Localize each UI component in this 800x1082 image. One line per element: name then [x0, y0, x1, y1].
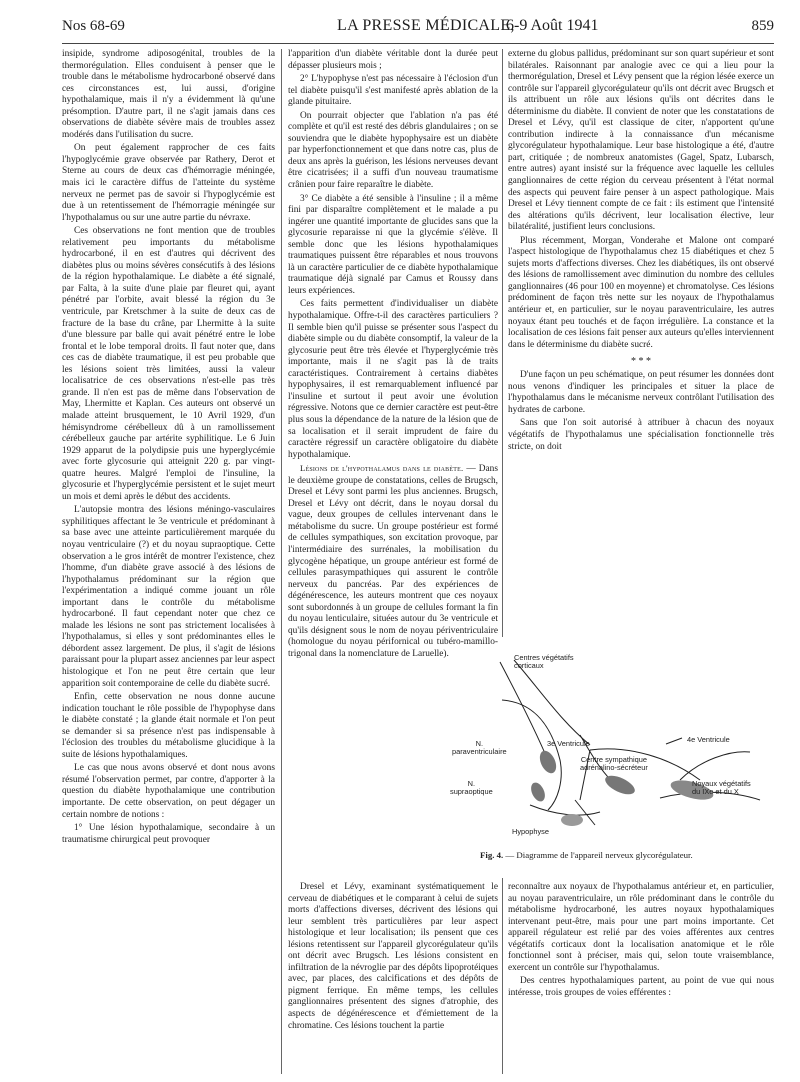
paragraph: l'apparition d'un diabète véritable dont la durée peut dépasser plusieurs mois ; — [288, 49, 498, 71]
paragraph: D'une façon un peu schématique, on peut résumer les données dont nous venons d'indiquer les principales et situer la place de l'hypothalamus dans le mécanisme nerveux contrôlant l'utilisation des hydrates de carbone. — [508, 370, 774, 415]
paragraph: On pourrait objecter que l'ablation n'a pas été complète et qu'il est resté des débris glandulaires ; on se souviendra que le diabète hypophysaire est un diabète par hyperfonctionnement et que dans notre cas, plus de deux ans après la guérison, les lésions nerveuses devant être cicatrisées; il a suffi d'un nouveau traumatisme crânien pour faire reparaître le diabète. — [288, 110, 498, 191]
section-text: — Dans le deuxième groupe de constatations, celles de Brugsch, Dresel et Lévy sont parmi les plus anciennes. Brugsch, Dresel et Lévy ont décrit, dans le noyau dorsal du vague, deux groupes de cellules intervenant dans le métabolisme du sucre. Un groupe postérieur est formé de cellules sympathiques, son excitation provoque, par l'intermédiaire des surrénales, la mobilisation du glycogène hépatique, un groupe antérieur est formé de cellules parasympathiques qui assurent le contrôle nerveux du pancréas. Par des expériences de dégénérescence, les auteurs montrent que ces noyaux sont subordonnés à un groupe de cellules formant la fin du noyau lenticulaire, situées autour du 3e ventricule et qu'ils désignent sous le nom de noyau périventriculaire (homologue du noyau périfornical ou tubéro-mamillo-trigonal dans la nomenclature de Laruelle). — [288, 464, 498, 659]
page-number: 859 — [751, 18, 774, 34]
label-fourth-ventricle: 4e Ventricule — [687, 735, 730, 744]
figure-number: Fig. 4. — [480, 850, 504, 860]
figure-caption-text: — Diagramme de l'appareil nerveux glycorégulateur. — [505, 850, 693, 860]
issue-date: 6-9 Août 1941 — [506, 17, 599, 34]
paragraph: Dresel et Lévy, examinant systématiquement le cerveau de diabétiques et le comparant à celui de sujets morts d'affections diverses, décrivent des lésions qui leur semblent très particulières par leur aspect histologique et leur localisation; ils pensent que ces lésions retentissent sur l'appareil glycorégulateur qu'ils ont décrit avec Brugsch. Les lésions consistent en infiltration de la névroglie par des dépôts lipoprotéiques avec, par places, des calcifications et des dépôts de pigment ferrique. En même temps, les cellules ganglionnaires présentent des signes d'atrophie, des aspects de dégénérescence et d'émiettement de la chromatine. Ces lésions touchent la partie — [288, 882, 498, 1031]
journal-title: LA PRESSE MÉDICALE, — [337, 17, 515, 34]
section-paragraph — [288, 463, 498, 660]
paragraph: Ces observations ne font mention que de troubles relativement peu importants du métabolisme hydrocarboné, il en est d'autres qui décrivent des diabètes plus ou moins sévères consécutifs à des lésions de la région hypothalamique. Le diabète a été signalé, par Falta, à la suite d'une plaie par fleuret qui, ayant pénétré par l'orbite, avait blessé la région du 3e ventricule, par Kretschmer à la suite de deux cas de fracture de la base du crâne, par Lhermitte à la suite d'une blessure par balle qui avait pénétré entre le lobe frontal et le lobe temporal droits. Il faut noter que, dans ces cas de diabète traumatique, il est peu probable que les lésions soient très limitées, aussi la valeur localisatrice de ces observations n'est-elle pas très grande. Il n'en est pas de même dans l'observation de May, Lhermitte et Kaplan. Ces auteurs ont observé un malade atteint brusquement, le 10 Avril 1929, d'un hémisyndrome cérébelleux dû à un ramollissement cérébelleux gauche par artérite syphilitique. Le 6 Juin 1929 apparut de la polydipsie puis une hyperglycémie avec forte glycosurie qui atteignit 220 g. par vingt-quatre heures. Malgré l'emploi de l'insuline, la glycosurie et l'hyperglycémie persistent et le sujet meurt un mois et demi après le début des accidents. — [62, 226, 275, 502]
column-3-after-separator — [508, 370, 774, 453]
label-sympathetic-center: Centre sympathique adrénalino-sécréteur — [580, 755, 648, 772]
column-2-paragraphs — [288, 49, 498, 461]
paragraph: externe du globus pallidus, prédominant sur son quart supérieur et sont bilatérales. Raisonnant par analogie avec ce qui a lieu pour la thermorégulation, Dresel et Lévy pensent que la région lésée exerce un contrôle sur l'appareil glycorégulateur qu'ils ont décrit avec Brugsch et ils attribuent un rôle aux lésions qu'ils ont décrites dans le déterminisme du diabète. Il convient de noter que les constatations de Dresel et Lévy, qu'il est classique de citer, n'apportent qu'une contribution indirecte à la connaissance d'un mécanisme glycorégulateur hypothalamique. Leur base histologique a été, d'autre part, critiquée ; de nombreux anatomistes (Gagel, Spatz, Lubarsch, entre autres) ayant insisté sur la fréquence avec laquelle les cellules ganglionnaires de cette région du cerveau présentent à l'état normal des aspects qui peuvent faire penser à un aspect pathologique. Mais Dresel et Lévy tiennent compte de ce fait : ils estiment que l'intensité des altérations qu'ils décrivent, leur localisation élective, leur bilatéralité, justifient leurs conclusions. — [508, 49, 774, 233]
paragraph: Ces faits permettent d'individualiser un diabète hypothalamique. Offre-t-il des caractères particuliers ? Il semble bien qu'il puisse se présenter sous l'aspect du diabète simple ou du diabète consomptif, la valeur de la glycosurie peut être très élevée et l'hyperglycémie très importante, mais il ne s'agit pas là de traits caractéristiques. Contrairement à certains diabètes hypophysaires, il est remarquablement influencé par l'insuline et surtout il peut avoir une évolution régressive. Notons que ce dernier caractère est peut-être plus sous la dépendance de la nature de la lésion que de sa localisation et il serait imprudent de faire du caractère régressif un caractère obligatoire du diabète hypothalamique. — [288, 299, 498, 460]
column-3-paragraphs — [508, 49, 774, 351]
paragraph: insipide, syndrome adiposogénital, troubles de la thermorégulation. Elles conduisent à penser que le trouble dans le métabolisme hydrocarboné observé dans ces circonstances est, lui aussi, d'origine hypothalamique, mais il n'y a évidemment là qu'une présomption. D'autre part, il ne s'agit jamais dans ces observations de diabète sévère mais de troubles assez modérés dans l'utilisation du sucre. — [62, 49, 275, 140]
label-supraoptic-nucleus: N. supraoptique — [450, 779, 493, 796]
column-3 — [508, 49, 774, 455]
column-1 — [62, 49, 275, 848]
column-divider-2-lower — [502, 878, 503, 1074]
column-divider-1 — [281, 49, 282, 1074]
paragraph: reconnaître aux noyaux de l'hypothalamus antérieur et, en particulier, au noyau paraventriculaire, un rôle prédominant dans le contrôle du métabolisme hydrocarboné, les autres noyaux hypothalamiques intervenant peut-être, mais pour une part moins importante. Cet appareil régulateur est relié par des voies afférentes aux centres végétatifs corticaux dont la localisation anatomique et le rôle fonctionnel sont à préciser, mais qui, selon toute vraisemblance, exercent un contrôle sur l'hypothalamus. — [508, 882, 774, 973]
header-rule — [62, 43, 774, 44]
column-2-lower — [288, 882, 498, 1034]
paragraph: On peut également rapprocher de ces faits l'hypoglycémie grave observée par Rathery, Derot et Sterne au cours de deux cas d'hémorragie méningée, mais ici le caractère diffus de l'atteinte du système nerveux ne permet pas de savoir si l'hypoglycémie est due à un retentissement de l'hémorragie méningée sur l'hypothalamus ou sur une autre partie du névraxe. — [62, 143, 275, 223]
issue-number: Nos 68-69 — [62, 18, 125, 34]
paragraph: 2° L'hypophyse n'est pas nécessaire à l'éclosion d'un tel diabète puisqu'il s'est manifesté après ablation de la glande pituitaire. — [288, 74, 498, 108]
section-heading: Lésions de l'hypothalamus dans le diabète. — [300, 463, 464, 474]
column-2 — [288, 49, 498, 662]
label-paraventricular-nucleus: N. paraventriculaire — [452, 739, 507, 756]
paragraph: 1° Une lésion hypothalamique, secondaire à un traumatisme chirurgical peut provoquer — [62, 823, 275, 845]
column-divider-2 — [502, 49, 503, 637]
paragraph: Des centres hypothalamiques partent, au point de vue qui nous intéresse, trois groupes de voies efférentes : — [508, 976, 774, 998]
paragraph: Sans que l'on soit autorisé à attribuer à chacun des noyaux végétatifs de l'hypothalamus une spécialisation fonctionnelle très stricte, on doit — [508, 418, 774, 452]
section-separator: * * * — [631, 356, 651, 368]
figure-diagram — [430, 640, 774, 872]
paragraph: Plus récemment, Morgan, Vonderahe et Malone ont comparé l'aspect histologique de l'hypothalamus chez 15 diabétiques et chez 5 sujets morts d'affections diverses. Chez les diabétiques, ils ont observé des lésions de ramollissement avec diminution du nombre des cellules ganglionnaires (46 pour 100 en moyenne) et chromatolyse. Ces lésions prédominent de façon très nette sur les noyaux de l'hypothalamus antérieur et, en particulier, sur le noyau paraventriculaire, les autres noyaux étant peu touchés et de façon irrégulière. La constance et la localisation de ces lésions fait penser aux auteurs qu'elles interviennent dans le déterminisme du diabète sucré. — [508, 235, 774, 350]
label-cortical-centers: Centres végétatifs corticaux — [514, 653, 574, 670]
figure-caption — [480, 850, 693, 860]
column-3-lower — [508, 882, 774, 1001]
paragraph: Le cas que nous avons observé et dont nous avons résumé l'observation permet, par contre, d'apporter à la question du diabète hypothalamique une contribution importante. De cette observation, on peut dégager un certain nombre de notions : — [62, 763, 275, 820]
paragraph: Enfin, cette observation ne nous donne aucune indication touchant le rôle possible de l'hypophyse dans le diabète constaté ; la glande était normale et l'on peut se demander si sa présence n'est pas indispensable à l'éclosion des troubles du métabolisme glucidique à la suite de lésions hypothalamiques. — [62, 692, 275, 760]
page-header — [62, 17, 774, 39]
label-third-ventricle: 3e Ventricule — [547, 739, 590, 748]
label-vegetative-nuclei: Noyaux végétatifs du IXe et du X — [692, 779, 751, 796]
paragraph: 3° Ce diabète a été sensible à l'insuline ; il a même fini par disparaître complètement et le malade a pu ingérer une quantité importante de glucides sans que la glycosurie reparaisse ni que la glycémie s'élève. Il semble donc que les lésions hypothalamiques traumatiques puissent être réparables et nous trouvons là un caractère particulier de ce diabète hypothalamique traumatique déjà signalé par Camus et Roussy dans leurs expériences. — [288, 193, 498, 296]
label-hypophysis: Hypophyse — [512, 827, 549, 836]
paragraph: L'autopsie montra des lésions méningo-vasculaires syphilitiques affectant le 3e ventricule et prédominant à sa base avec une atteinte particulièrement marquée du noyau ventriculaire (?) et du noyau supraoptique. Cette observation a le gros intérêt de montrer l'existence, chez l'homme, d'un diabète grave associé à des lésions de l'hypothalamus prédominant sur la région que l'expérimentation a indiqué comme jouant un rôle important dans le contrôle du métabolisme hydrocarboné. Il faut cependant noter que chez ce malade les lésions ne sont pas strictement localisées à l'hypothalamus, si elles y sont prédominantes elles le débordent assez largement. De plus, il s'agit de lésions paraissant pour la plupart assez anciennes par leur aspect histologique et l'on ne peut être certain que leur apparition soit contemporaine de celle du diabète sucré. — [62, 505, 275, 689]
